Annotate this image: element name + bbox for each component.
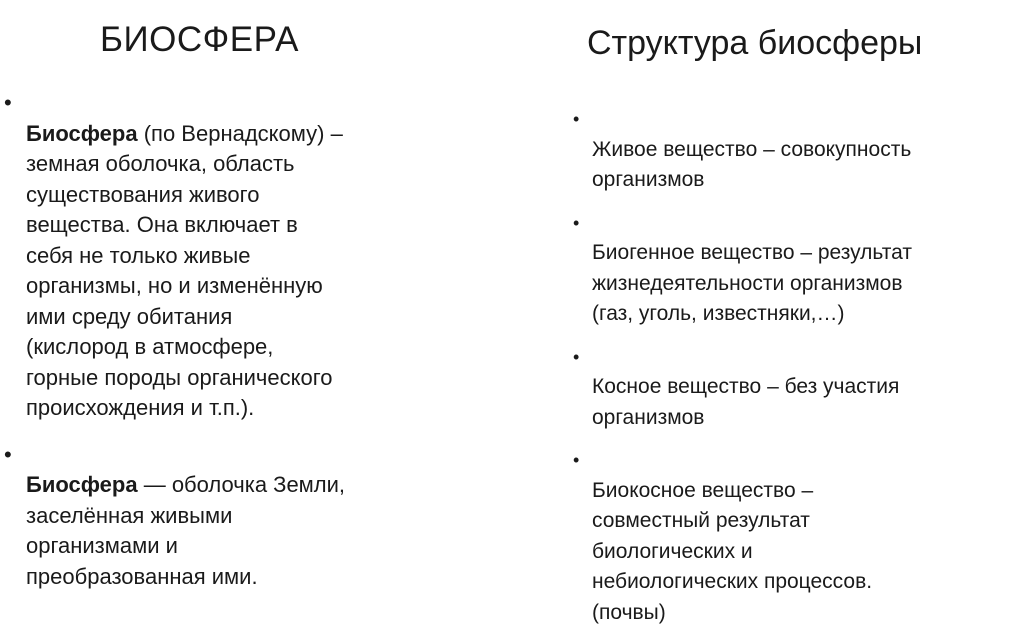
structure-list	[566, 104, 1016, 640]
definition-item	[0, 88, 430, 424]
structure-text: Биогенное вещество – результат жизнедеятельности организмов (газ, уголь, известняки,…)	[592, 241, 912, 325]
definition-item	[0, 440, 430, 593]
bullet-icon: •	[573, 212, 580, 233]
bullet-icon: •	[573, 346, 580, 367]
structure-text: Биокосное вещество – совместный результат биологических и небиологических процессов. (почвы)	[592, 478, 873, 624]
structure-item	[566, 342, 1016, 434]
bullet-icon: •	[4, 441, 12, 467]
bullet-icon: •	[573, 109, 580, 129]
definition-term: Биосфера	[26, 472, 138, 497]
bullet-icon: •	[573, 450, 580, 470]
left-title: БИОСФЕРА	[100, 20, 299, 59]
right-title: Структура биосферы	[587, 24, 923, 62]
structure-item	[566, 208, 1016, 330]
structure-item	[566, 445, 1016, 628]
definition-text: (по Вернадскому) – земная оболочка, область существования живого вещества. Она включает в себя не только живые организмы, но и изменённую ими среду обитания (кислород в атмосфере, горные породы органического происхождения и т.п.).	[26, 120, 343, 420]
structure-text: Живое вещество – совокупность организмов	[592, 137, 912, 191]
structure-item	[566, 104, 1016, 196]
definition-text: — оболочка Земли, заселённая живыми организмами и преобразованная ими.	[26, 472, 346, 589]
definition-term: Биосфера	[26, 120, 138, 146]
structure-text: Косное вещество – без участия организмов	[592, 375, 900, 429]
definition-list	[0, 88, 430, 608]
bullet-icon: •	[4, 90, 12, 115]
